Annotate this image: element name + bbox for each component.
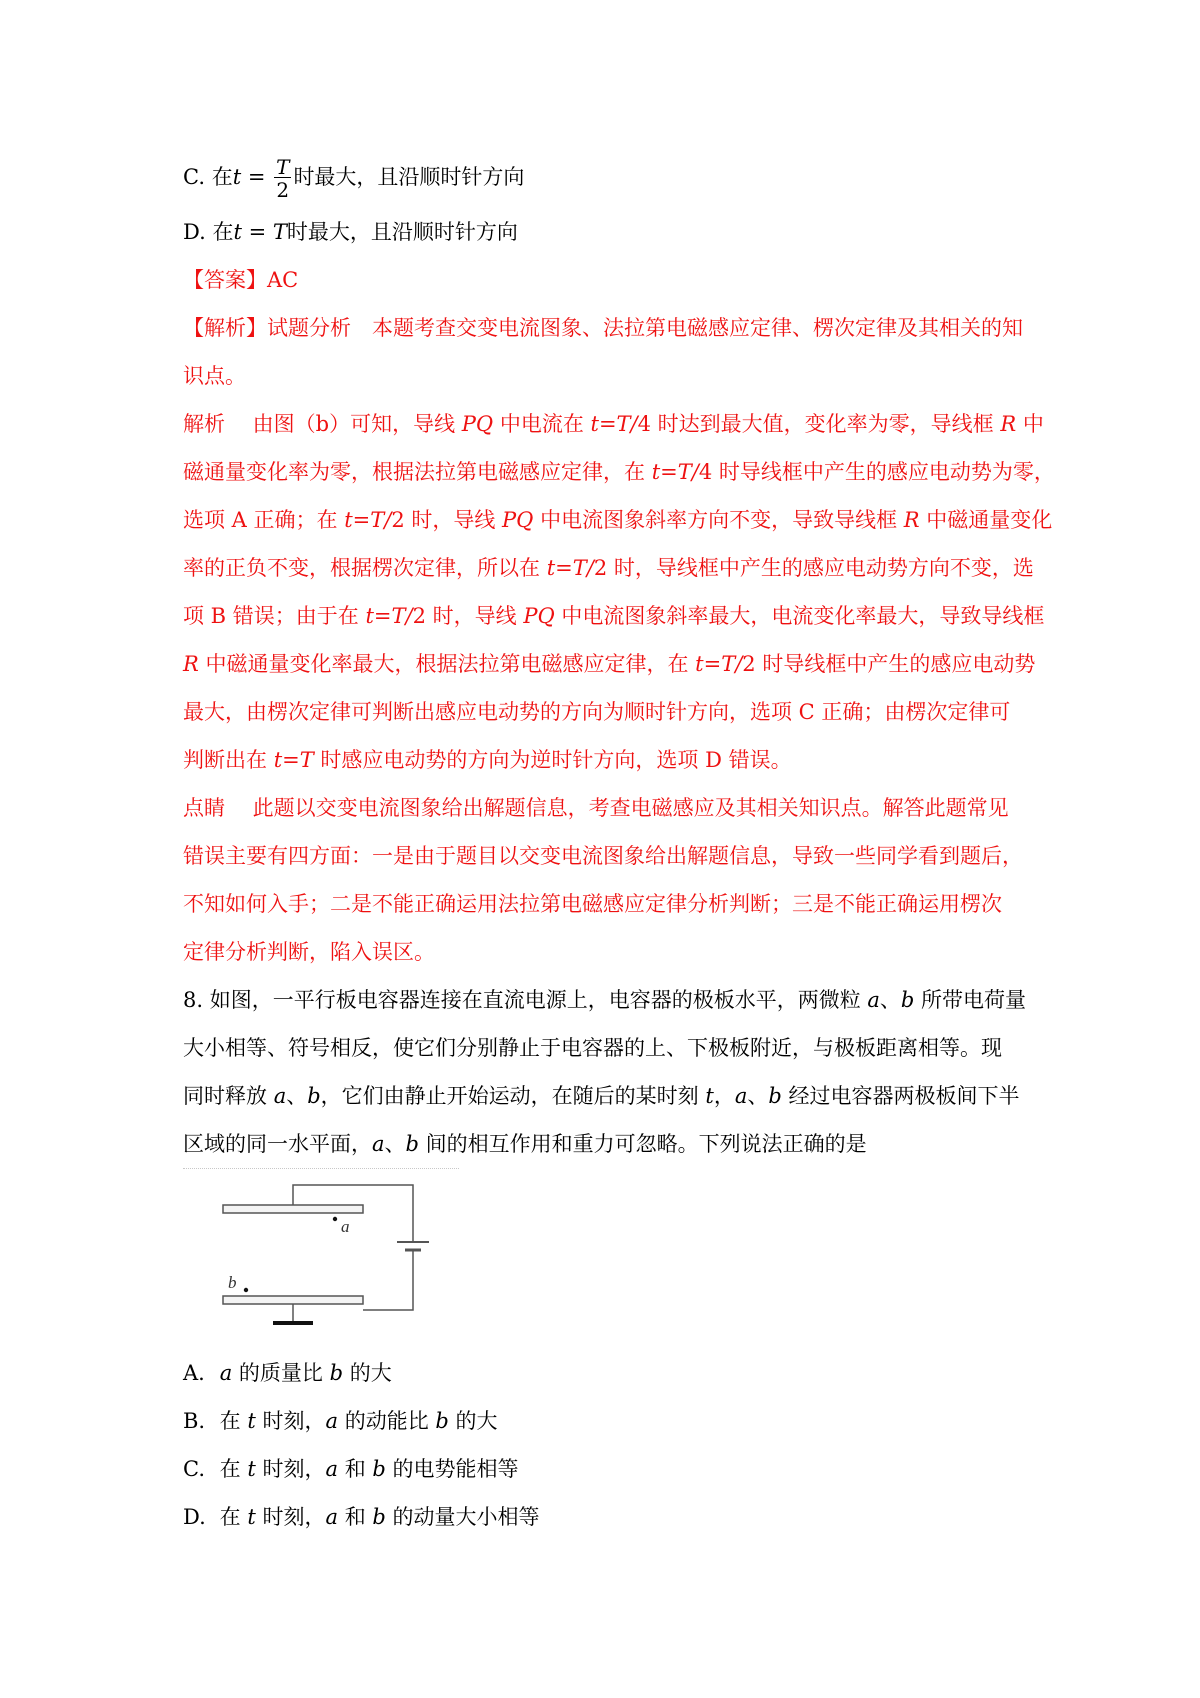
option-a: A. a 的质量比 b 的大 [183,1361,392,1385]
capacitor-circuit-diagram [183,1170,453,1330]
option-label: D. [183,220,206,244]
analysis-line: 最大，由楞次定律可判断出感应电动势的方向为顺时针方向，选项 C 正确；由楞次定律可 [183,700,1011,724]
label-a: a [341,1217,350,1236]
option-label: C. [183,165,205,189]
label-b: b [228,1273,237,1292]
answer-line: 【答案】AC [183,268,299,292]
analysis-line: 判断出在 t=T 时感应电动势的方向为逆时针方向，选项 D 错误。 [183,748,792,772]
bottom-wire [363,1250,413,1310]
analysis-line: 率的正负不变，根据楞次定律，所以在 t=T/2 时，导线框中产生的感应电动势方向不变，选 [183,556,1034,580]
analysis-line: 点睛 此题以交变电流图象给出解题信息，考查电磁感应及其相关知识点。解答此题常见 [183,796,1009,820]
analysis-line: 项 B 错误；由于在 t=T/2 时，导线 PQ 中电流图象斜率最大，电流变化率最大，导致导线框 [183,604,1045,628]
bottom-plate [223,1296,363,1304]
question-8-line: 8. 如图，一平行板电容器连接在直流电源上，电容器的极板水平，两微粒 a、b 所带电荷量 [183,988,1027,1012]
question-8-line: 区域的同一水平面，a、b 间的相互作用和重力可忽略。下列说法正确的是 [183,1132,867,1156]
analysis-line: 【解析】试题分析 本题考查交变电流图象、法拉第电磁感应定律、楞次定律及其相关的知 [183,316,1023,340]
analysis-line: 定律分析判断，陷入误区。 [183,940,435,964]
analysis-line: 磁通量变化率为零，根据法拉第电磁感应定律，在 t=T/4 时导线框中产生的感应电动势为零， [183,460,1055,484]
question-8-line: 同时释放 a、b，它们由静止开始运动，在随后的某时刻 t，a、b 经过电容器两极板间下半 [183,1084,1020,1108]
option-d: D. 在 t 时刻，a 和 b 的动量大小相等 [183,1505,540,1529]
divider [183,1168,459,1169]
option-c-prev: C. 在t = $\frac{T}{2}$ 时最大，且沿顺时针方向 [183,155,525,202]
option-c: C. 在 t 时刻，a 和 b 的电势能相等 [183,1457,519,1481]
particle-a [333,1217,337,1221]
analysis-line: 选项 A 正确；在 t=T/2 时，导线 PQ 中电流图象斜率方向不变，导致导线框 R 中磁通量变化 [183,508,1053,532]
top-plate [223,1205,363,1213]
analysis-line: 识点。 [183,364,246,388]
option-b: B. 在 t 时刻，a 的动能比 b 的大 [183,1409,498,1433]
fraction-t-over-2: $\frac{T}{2}$ [276,155,290,202]
analysis-line: 错误主要有四方面：一是由于题目以交变电流图象给出解题信息，导致一些同学看到题后， [183,844,1023,868]
option-d-prev: D. 在t = T时最大，且沿顺时针方向 [183,220,518,244]
analysis-line: 解析 由图（b）可知，导线 PQ 中电流在 t=T/4 时达到最大值，变化率为零，导线框 R 中 [183,412,1044,436]
particle-b [244,1288,248,1292]
analysis-line: R 中磁通量变化率最大，根据法拉第电磁感应定律，在 t=T/2 时导线框中产生的感应电动势 [183,652,1036,676]
analysis-line: 不知如何入手；二是不能正确运用法拉第电磁感应定律分析判断；三是不能正确运用楞次 [183,892,1002,916]
question-8-line: 大小相等、符号相反，使它们分别静止于电容器的上、下极板附近，与极板距离相等。现 [183,1036,1002,1060]
